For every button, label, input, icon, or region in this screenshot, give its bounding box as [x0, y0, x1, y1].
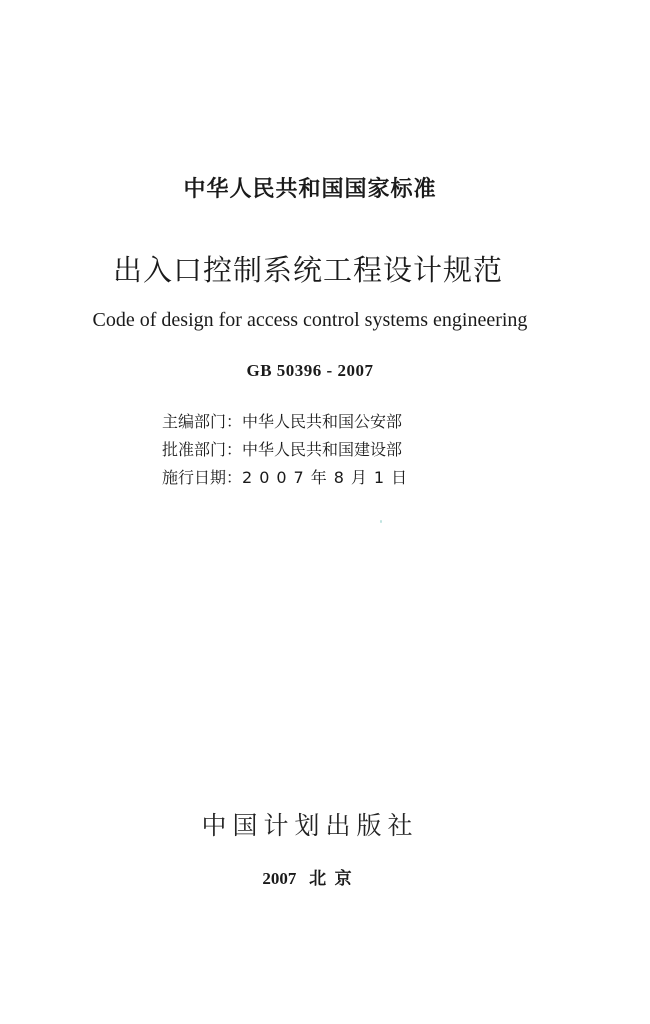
meta-label: 施行日期：	[162, 468, 243, 487]
publication-line	[0, 864, 614, 889]
standard-type-heading: 中华人民共和国国家标准	[183, 177, 437, 202]
meta-row-chief-editor	[162, 408, 414, 436]
meta-value: 中华人民共和国建设部	[242, 440, 403, 459]
title-english: Code of design for access control systems engineering	[92, 309, 528, 331]
publication-year: 2007	[262, 869, 297, 888]
title-chinese: 出入口控制系统工程设计规范	[112, 253, 503, 287]
meta-label: 主编部门：	[162, 412, 243, 431]
meta-label: 批准部门：	[162, 440, 243, 459]
metadata-block	[162, 408, 414, 492]
meta-value: 中华人民共和国公安部	[242, 412, 403, 431]
publication-city: 北 京	[309, 869, 352, 888]
meta-value: 2007年8月1日	[242, 468, 415, 487]
standard-number: GB 50396 - 2007	[246, 361, 374, 380]
meta-row-approval	[162, 436, 414, 464]
publisher-name: 中国计划出版社	[201, 811, 419, 840]
meta-row-effective-date	[162, 464, 414, 492]
scan-speck	[380, 520, 382, 523]
